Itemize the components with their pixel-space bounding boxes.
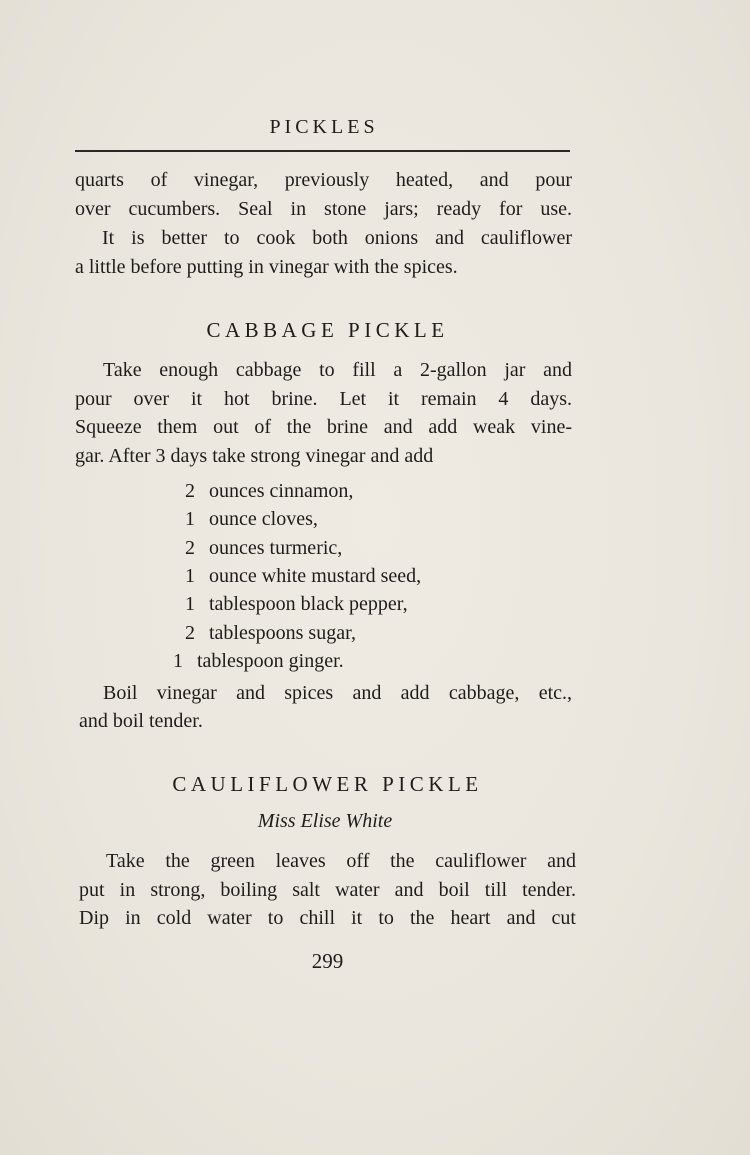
ingredient-qty: 1 [185,508,195,530]
cabbage-para-line: Take enough cabbage to fill a 2-gallon jar and [103,359,572,381]
page-number: 299 [311,949,344,973]
recipe-byline: Miss Elise White [257,810,393,832]
intro-line: a little before putting in vinegar with the spices. [75,256,458,278]
cabbage-pickle-heading: CABBAGE PICKLE [206,318,449,342]
ingredient-item [185,620,356,646]
cauliflower-para-line: Dip in cold water to chill it to the heart and cut [79,907,576,929]
ingredient-qty: 1 [173,650,183,672]
ingredient-text: tablespoon black pepper, [209,593,408,615]
ingredient-text: ounce white mustard seed, [209,565,422,587]
header-rule [75,150,570,152]
ingredient-item [185,563,421,589]
cauliflower-para-line: put in strong, boiling salt water and boil till tender. [79,879,576,901]
cabbage-para-line: gar. After 3 days take strong vinegar and add [75,445,434,467]
running-head: PICKLES [269,116,379,138]
cabbage-para-line: Squeeze them out of the brine and add weak vine- [75,416,572,438]
ingredient-text: tablespoon ginger. [197,650,344,672]
ingredient-item [185,535,342,561]
cabbage-closing-line: Boil vinegar and spices and add cabbage, etc., [103,682,572,704]
ingredient-text: ounces turmeric, [209,537,343,559]
ingredient-qty: 2 [185,622,195,644]
ingredient-item [185,478,353,504]
intro-line: It is better to cook both onions and cauliflower [102,227,572,249]
ingredient-qty: 1 [185,593,195,615]
ingredient-item [185,591,408,617]
ingredient-text: tablespoons sugar, [209,622,356,644]
cauliflower-pickle-heading: CAULIFLOWER PICKLE [172,772,483,796]
ingredient-item [185,506,318,532]
intro-line: quarts of vinegar, previously heated, and pour [75,169,572,191]
ingredient-qty: 2 [185,480,195,502]
cabbage-closing-line: and boil tender. [79,710,203,732]
ingredient-text: ounces cinnamon, [209,480,354,502]
ingredient-qty: 1 [185,565,195,587]
cauliflower-para-line: Take the green leaves off the cauliflower and [106,850,576,872]
ingredient-item [173,648,344,674]
intro-line: over cucumbers. Seal in stone jars; ready for use. [75,198,572,220]
ingredient-text: ounce cloves, [209,508,318,530]
cabbage-para-line: pour over it hot brine. Let it remain 4 days. [75,388,572,410]
ingredient-qty: 2 [185,537,195,559]
